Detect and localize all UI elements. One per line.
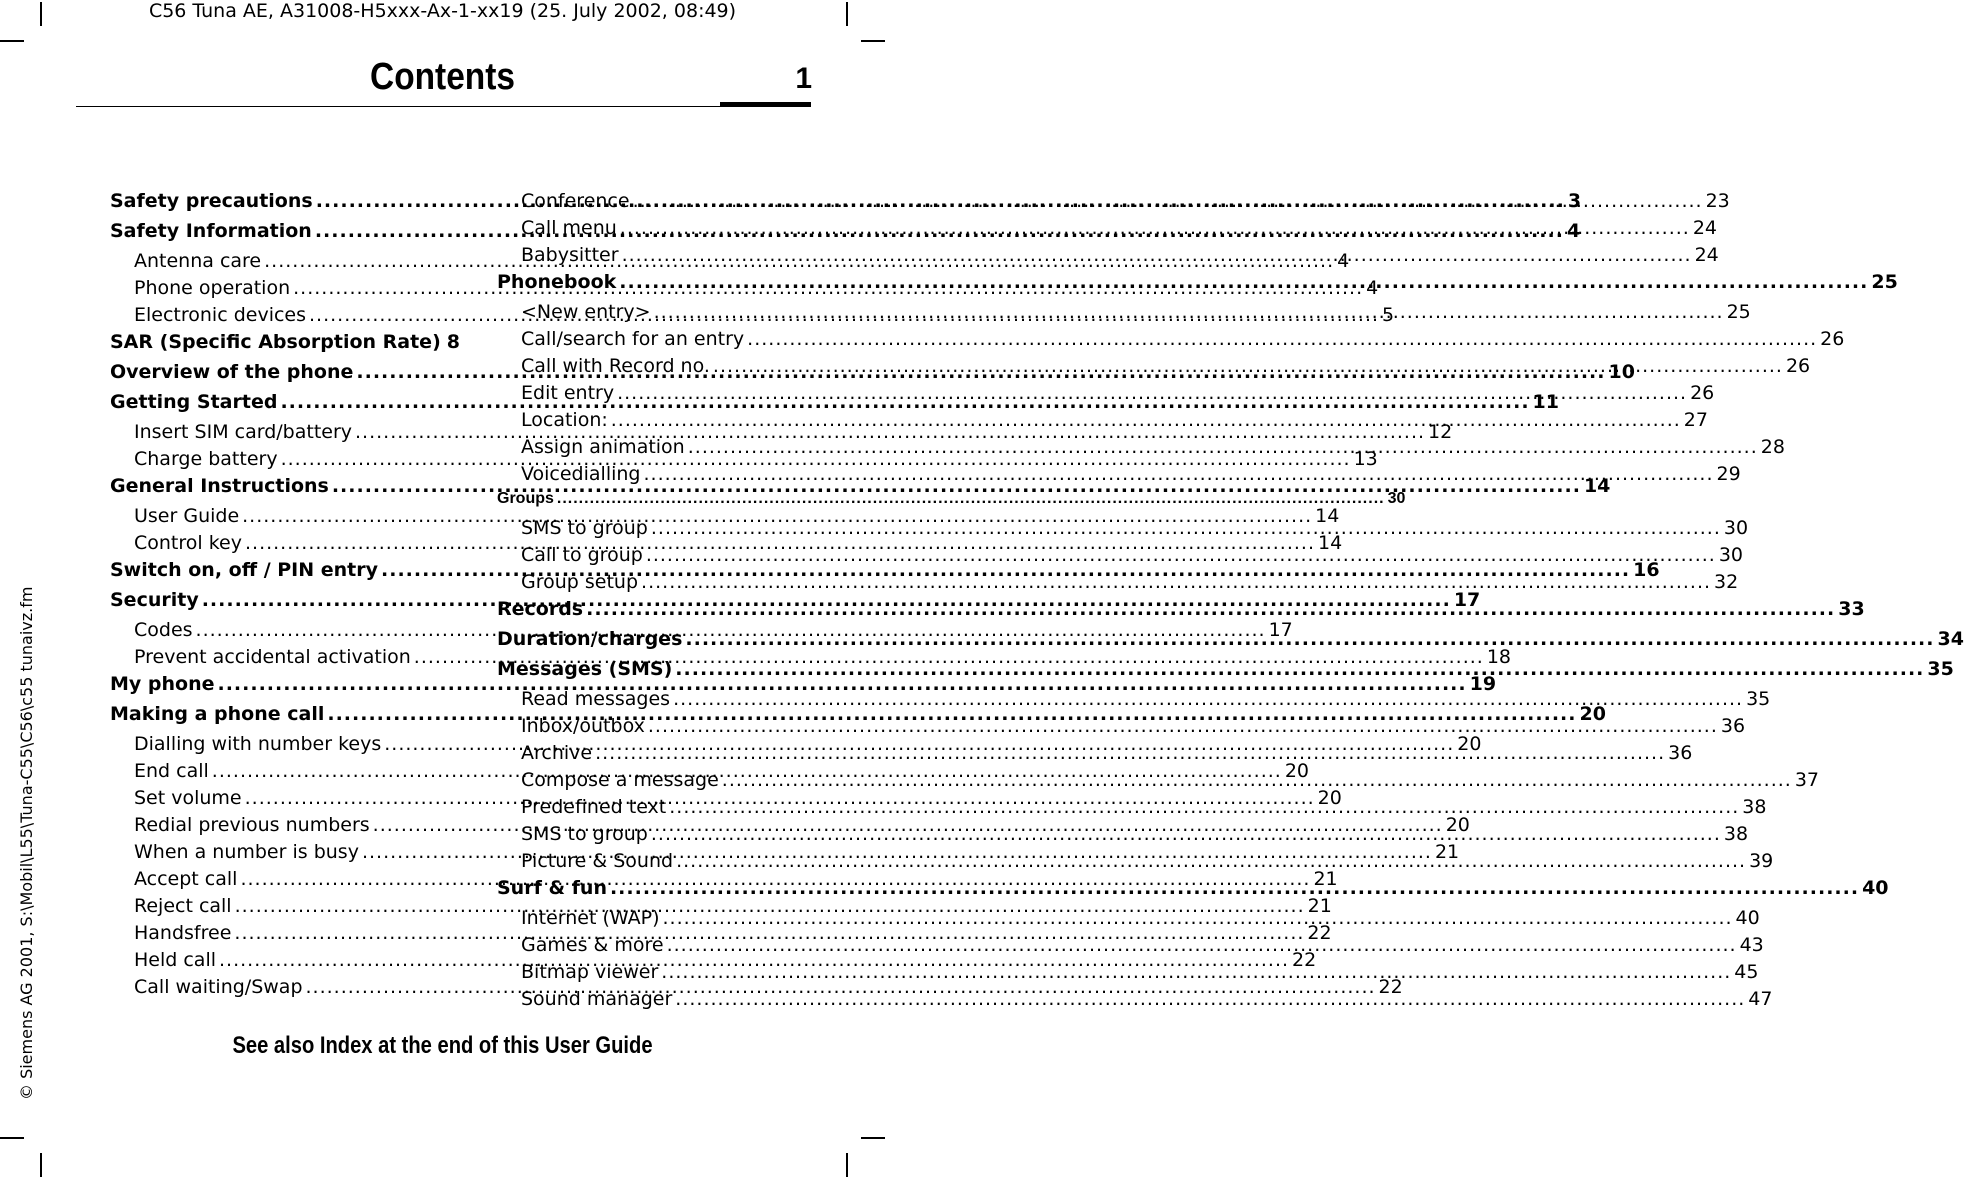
dot-leader [619, 271, 1868, 293]
toc-entry-page: 38 [1742, 796, 1767, 818]
toc-entry-page: 37 [1794, 769, 1819, 791]
toc-entry-title: SAR (Specific Absorption Rate) [110, 331, 441, 353]
toc-entry-title: Overview of the phone [110, 361, 354, 383]
toc-entry-title: Compose a message [521, 769, 719, 791]
toc-entry[interactable] [497, 988, 1773, 1015]
toc-entry-title: Insert SIM card/battery [134, 421, 353, 443]
toc-entry-title: Surf & fun [497, 877, 607, 899]
toc-entry-page: 17 [1268, 619, 1293, 641]
dot-leader [661, 961, 1731, 983]
toc-entry-page: 22 [1307, 922, 1332, 944]
dot-leader [673, 688, 1743, 710]
toc-entry-title: Prevent accidental activation [134, 646, 411, 668]
toc-entry-title: SMS to group [521, 517, 648, 539]
toc-entry-title: Switch on, off / PIN entry [110, 559, 379, 581]
toc-entry-title: <New entry> [521, 301, 651, 323]
toc-entry-page: 26 [1690, 382, 1715, 404]
toc-entry-page: 21 [1434, 841, 1460, 863]
dot-leader [643, 463, 1713, 485]
copyright-sidebar: © Siemens AG 2001, S:\Mobil\L55\Tuna-C55\C56\c55 tunaivz.fm [17, 586, 36, 1100]
toc-entry-title: Set volume [134, 787, 242, 809]
dot-leader [713, 355, 1783, 377]
toc-entry-page: 20 [1579, 703, 1606, 725]
toc-entry-title: Codes [134, 619, 193, 641]
dot-leader [685, 628, 1934, 650]
toc-entry-title: Security [110, 589, 199, 611]
toc-entry-page: 23 [1705, 190, 1730, 212]
toc-entry-title: End call [134, 760, 209, 782]
toc-entry-page: 16 [1633, 559, 1660, 581]
dot-leader [747, 328, 1817, 350]
toc-entry-page: 20 [1457, 733, 1482, 755]
toc-entry-page: 4 [1366, 277, 1379, 299]
toc-entry-page: 35 [1746, 688, 1771, 710]
toc-entry[interactable] [110, 331, 460, 361]
toc-entry-page: 28 [1760, 436, 1785, 458]
crop-mark [861, 1137, 885, 1139]
toc-entry-title: Edit entry [521, 382, 615, 404]
toc-entry-page: 29 [1716, 463, 1741, 485]
toc-entry-title: Voicedialling [521, 463, 641, 485]
toc-entry-page: 5 [1382, 304, 1395, 326]
toc-entry-title: Internet (WAP) [521, 907, 660, 929]
toc-entry-page: 30 [1387, 490, 1406, 507]
dot-leader [667, 934, 1737, 956]
toc-entry-title: Records [497, 598, 584, 620]
dot-leader [654, 301, 1724, 323]
toc-entry-page: 12 [1428, 421, 1453, 443]
toc-entry-title: User Guide [134, 505, 240, 527]
toc-entry-page: 47 [1748, 988, 1773, 1010]
toc-entry-page: 24 [1692, 217, 1717, 239]
toc-entry-title: My phone [110, 673, 215, 695]
toc-entry-page: 17 [1453, 589, 1481, 611]
toc-entry-page: 18 [1486, 646, 1511, 668]
toc-entry-page: 40 [1735, 907, 1760, 929]
toc-entry-page: 35 [1927, 658, 1954, 680]
toc-entry-title: Redial previous numbers [134, 814, 370, 836]
toc-entry-page: 21 [1313, 868, 1338, 890]
toc-entry[interactable] [497, 301, 1751, 328]
toc-entry-title: Location: [521, 409, 608, 431]
dot-leader [617, 382, 1687, 404]
dot-leader [663, 907, 1733, 929]
dot-leader [586, 598, 1835, 620]
toc-entry-title: General Instructions [110, 475, 329, 497]
toc-entry-title: Picture & Sound [521, 850, 674, 872]
toc-entry[interactable] [497, 328, 1845, 355]
dot-leader [646, 544, 1716, 566]
toc-entry-page: 36 [1668, 742, 1693, 764]
toc-entry[interactable] [497, 571, 1739, 598]
dot-leader [641, 571, 1711, 593]
crop-mark [0, 40, 24, 42]
toc-entry-title: Read messages [521, 688, 671, 710]
toc-entry[interactable] [497, 244, 1719, 271]
toc-entry-page: 30 [1723, 517, 1749, 539]
toc-entry-title: Groups [497, 490, 554, 507]
toc-entry-page: 22 [1378, 976, 1403, 998]
toc-entry-title: Safety Information [110, 220, 312, 242]
toc-entry-page: 20 [1445, 814, 1470, 836]
toc-entry-page: 26 [1820, 328, 1845, 350]
toc-entry-page: 4 [1566, 220, 1581, 242]
dot-leader [648, 715, 1718, 737]
toc-entry-title: Group setup [521, 571, 639, 593]
toc-entry-page: 3 [1567, 190, 1582, 212]
toc-entry-page: 27 [1683, 409, 1708, 431]
toc-entry-title: Duration/charges [497, 628, 683, 650]
toc-entry-page: 36 [1720, 715, 1746, 737]
dot-leader [722, 769, 1792, 791]
toc-entry-title: Predefined text [521, 796, 667, 818]
toc-entry-page: 21 [1307, 895, 1332, 917]
dot-leader [688, 436, 1758, 458]
toc-entry-page: 25 [1726, 301, 1751, 323]
toc-entry-title: Charge battery [134, 448, 278, 470]
dot-leader [622, 244, 1692, 266]
toc-entry-page: 30 [1718, 544, 1744, 566]
toc-entry-title: Control key [134, 532, 242, 554]
toc-entry-page: 22 [1292, 949, 1317, 971]
toc-entry-title: Babysitter [521, 244, 619, 266]
toc-entry-page: 24 [1694, 244, 1719, 266]
toc-entry-page: 14 [1315, 505, 1340, 527]
dot-leader [595, 742, 1665, 764]
toc-entry-page: 4 [1337, 250, 1350, 272]
toc-entry-title: SMS to group [521, 823, 648, 845]
toc-entry-page: 33 [1838, 598, 1865, 620]
dot-leader [557, 490, 1385, 508]
toc-entry-title: Archive [521, 742, 593, 764]
toc-entry-title: Electronic devices [134, 304, 307, 326]
dot-leader [611, 409, 1681, 431]
dot-leader [651, 823, 1721, 845]
toc-entry-page: 14 [1318, 532, 1343, 554]
toc-entry-page: 10 [1608, 361, 1635, 383]
toc-entry-title: Call/search for an entry [521, 328, 745, 350]
toc-entry-page: 19 [1469, 673, 1497, 695]
toc-entry-page: 25 [1871, 271, 1898, 293]
index-note: See also Index at the end of this User Guide [232, 1032, 653, 1059]
toc-entry-title: Making a phone call [110, 703, 325, 725]
toc-entry-page: 13 [1353, 448, 1378, 470]
toc-entry-title: Call waiting/Swap [134, 976, 303, 998]
crop-mark [40, 1153, 42, 1177]
toc-entry-page: 32 [1714, 571, 1739, 593]
toc-entry-title: Assign animation [521, 436, 685, 458]
toc-entry[interactable] [497, 271, 1898, 301]
toc-entry-title: Conference [521, 190, 630, 212]
toc-entry-page: 38 [1723, 823, 1749, 845]
toc-entry[interactable] [497, 715, 1746, 742]
toc-entry-title: Phonebook [497, 271, 617, 293]
dot-leader [675, 988, 1745, 1010]
page-number: 1 [795, 62, 812, 95]
toc-entry-page: 39 [1749, 850, 1774, 872]
dot-leader [675, 658, 1924, 680]
toc-entry-title: Held call [134, 949, 217, 971]
toc-entry-title: Accept call [134, 868, 238, 890]
crop-mark [861, 40, 885, 42]
toc-entry-title: Call menu [521, 217, 617, 239]
crop-mark [0, 1137, 24, 1139]
title-rule [76, 106, 720, 107]
toc-entry-title: Bitmap viewer [521, 961, 659, 983]
dot-leader [610, 877, 1859, 899]
toc-entry-page: 26 [1785, 355, 1811, 377]
toc-entry-page: 34 [1937, 628, 1964, 650]
dot-leader [620, 217, 1690, 239]
dot-leader [633, 190, 1703, 212]
page-title: Contents [370, 56, 515, 98]
toc-entry-page: 8 [446, 331, 460, 353]
toc-entry-title: Call to group [521, 544, 643, 566]
toc-entry[interactable] [497, 217, 1717, 244]
toc-entry-title: Games & more [521, 934, 664, 956]
toc-entry-page: 11 [1532, 391, 1559, 413]
toc-entry-title: Inbox/outbox [521, 715, 645, 737]
dot-leader [669, 796, 1739, 818]
toc-entry-page: 20 [1317, 787, 1342, 809]
crop-mark [846, 1153, 848, 1177]
toc-entry-page: 40 [1862, 877, 1889, 899]
dot-leader [676, 850, 1746, 872]
toc-entry-page: 43 [1739, 934, 1764, 956]
toc-entry-title: When a number is busy [134, 841, 359, 863]
print-header: C56 Tuna AE, A31008-H5xxx-Ax-1-xx19 (25. July 2002, 08:49) [148, 0, 737, 22]
toc-entry-title: Reject call [134, 895, 232, 917]
toc-entry-title: Dialling with number keys [134, 733, 382, 755]
toc-entry-title: Handsfree [134, 922, 232, 944]
toc-entry-title: Call with Record no. [521, 355, 710, 377]
toc-entry-page: 14 [1583, 475, 1611, 497]
dot-leader [651, 517, 1721, 539]
toc-entry-title: Sound manager [521, 988, 673, 1010]
toc-entry-title: Safety precautions [110, 190, 313, 212]
toc-entry-title: Antenna care [134, 250, 262, 272]
toc-entry[interactable] [497, 190, 1730, 217]
toc-entry-title: Messages (SMS) [497, 658, 673, 680]
toc-entry-page: 20 [1284, 760, 1309, 782]
toc-entry-page: 45 [1734, 961, 1759, 983]
toc-entry-title: Phone operation [134, 277, 291, 299]
toc-entry-title: Getting Started [110, 391, 278, 413]
page-number-rule [720, 102, 811, 107]
